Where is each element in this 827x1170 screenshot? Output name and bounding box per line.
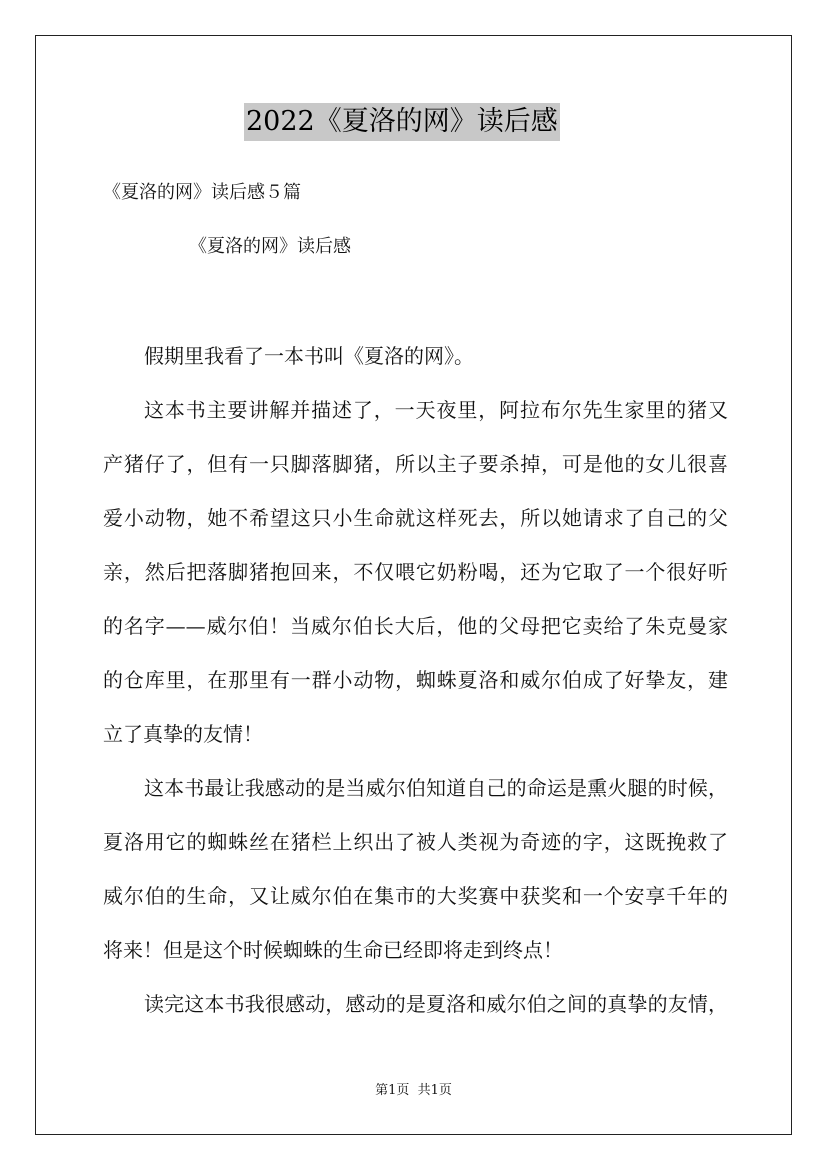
- section-heading: 《夏洛的网》读后感: [189, 236, 351, 257]
- document-title: 2022《夏洛的网》读后感: [244, 103, 560, 141]
- page-footer: 第1页 共1页: [375, 1083, 452, 1098]
- paragraph-4: [103, 977, 728, 1031]
- text-line: 威尔伯的生命，又让威尔伯在集市的大奖赛中获奖和一个安享千年的: [103, 884, 728, 908]
- paragraph-2: [103, 383, 728, 761]
- text-line: 立了真挚的友情！: [103, 722, 263, 746]
- text-line: 亲，然后把落脚猪抱回来，不仅喂它奶粉喝，还为它取了一个很好听: [103, 560, 728, 584]
- text-line: 读完这本书我很感动，感动的是夏洛和威尔伯之间的真挚的友情，: [144, 992, 728, 1016]
- text-line: 夏洛用它的蜘蛛丝在猪栏上织出了被人类视为奇迹的字，这既挽救了: [103, 830, 728, 854]
- text-line: 的名字——威尔伯！当威尔伯长大后，他的父母把它卖给了朱克曼家: [103, 614, 728, 638]
- paragraph-3: [103, 761, 728, 977]
- text-line: 这本书最让我感动的是当威尔伯知道自己的命运是熏火腿的时候，: [144, 776, 728, 800]
- text-line: 的仓库里，在那里有一群小动物，蜘蛛夏洛和威尔伯成了好挚友，建: [103, 668, 728, 692]
- text-line: 将来！但是这个时候蜘蛛的生命已经即将走到终点！: [103, 938, 563, 962]
- document-subtitle: 《夏洛的网》读后感５篇: [103, 182, 301, 203]
- text-line: 产猪仔了，但有一只脚落脚猪，所以主子要杀掉，可是他的女儿很喜: [103, 452, 728, 476]
- text-line: 假期里我看了一本书叫《夏洛的网》。: [144, 344, 474, 368]
- text-line: 这本书主要讲解并描述了，一天夜里，阿拉布尔先生家里的猪又: [144, 398, 728, 422]
- text-line: 爱小动物，她不希望这只小生命就这样死去，所以她请求了自己的父: [103, 506, 728, 530]
- paragraph-1: [103, 329, 728, 383]
